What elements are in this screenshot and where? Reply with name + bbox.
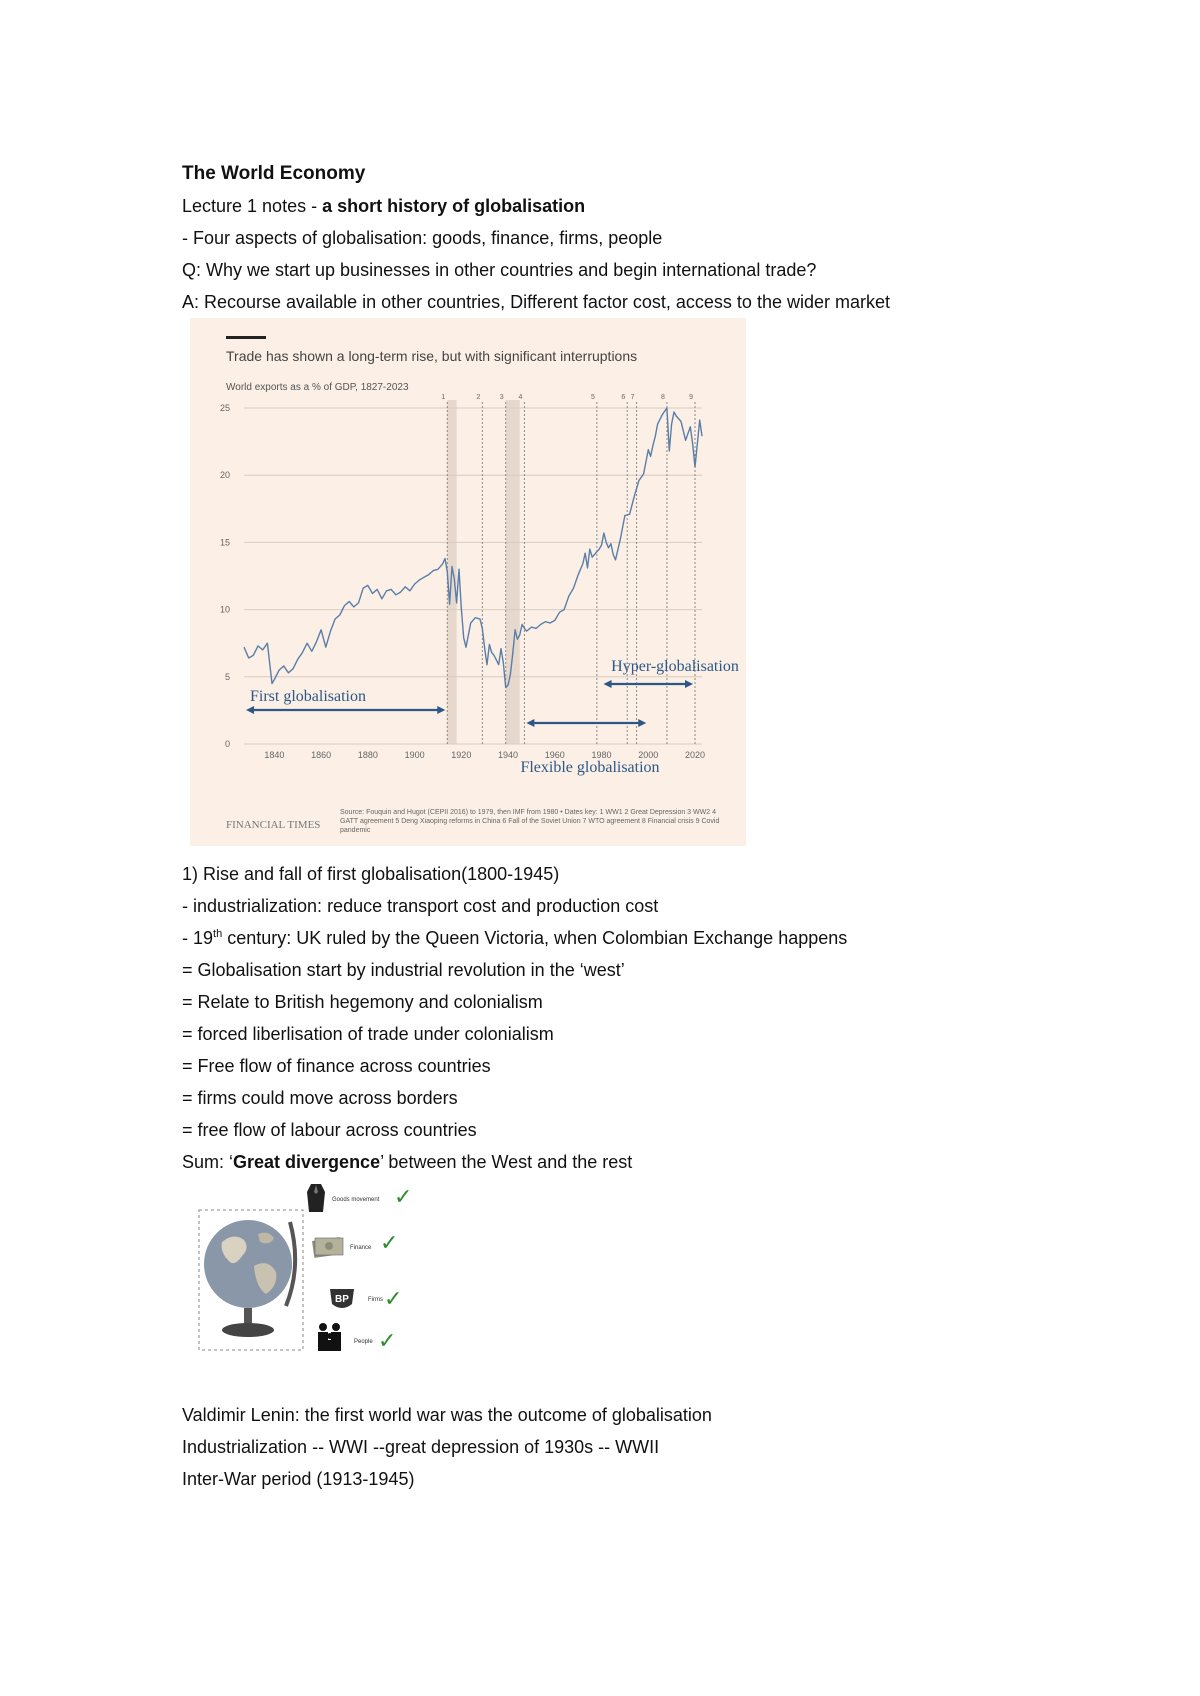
x-tick-label: 1900 [404, 750, 425, 760]
event-label-8: 8 [661, 394, 665, 401]
point-6: = free flow of labour across countries [182, 1120, 477, 1140]
lecture-topic: a short history of globalisation [322, 196, 586, 216]
century-superscript: th [213, 928, 223, 940]
family-icon [316, 1322, 344, 1352]
goods-checkmark-icon: ✓ [394, 1184, 413, 1209]
y-tick-label: 0 [224, 739, 230, 749]
x-tick-label: 1980 [591, 750, 612, 760]
event-label-4: 4 [518, 394, 523, 401]
people-checkmark-icon: ✓ [378, 1328, 397, 1353]
x-tick-label: 1920 [451, 750, 472, 760]
chart-subtitle: World exports as a % of GDP, 1827-2023 [226, 382, 409, 393]
sum-bold: Great divergence [233, 1152, 381, 1172]
svg-text:BP: BP [335, 1294, 349, 1305]
x-tick-label: 2020 [684, 750, 706, 760]
event-label-3: 3 [499, 394, 504, 401]
y-tick-label: 20 [219, 470, 230, 481]
x-tick-label: 1840 [264, 750, 285, 760]
event-label-5: 5 [590, 394, 595, 401]
trade-chart-svg [190, 318, 746, 846]
point-4: = Free flow of finance across countries [182, 1056, 491, 1076]
coat-icon [306, 1182, 326, 1214]
century-prefix: - 19 [182, 928, 214, 948]
y-tick-label: 5 [224, 671, 230, 682]
sum-prefix: Sum: ‘ [182, 1152, 234, 1172]
event-label-2: 2 [476, 394, 481, 401]
sum-line [182, 1150, 632, 1174]
globe-icon [198, 1182, 310, 1352]
interwar-line: Inter-War period (1913-1945) [182, 1469, 415, 1489]
answer-line: A: Recourse available in other countries, Different factor cost, access to the wider market [182, 292, 890, 312]
x-tick-label: 1940 [498, 750, 519, 760]
question-line: Q: Why we start up businesses in other countries and begin international trade? [182, 260, 817, 280]
x-tick-label: 2000 [638, 750, 659, 760]
x-tick-label: 1880 [357, 750, 378, 760]
event-label-1: 1 [441, 394, 446, 401]
event-label-9: 9 [689, 394, 693, 401]
firms-checkmark-icon: ✓ [384, 1286, 403, 1311]
shaded-period-2 [506, 400, 520, 744]
y-tick-label: 10 [219, 604, 230, 615]
section1-heading: 1) Rise and fall of first globalisation(1800-1945) [182, 864, 560, 884]
lecture-prefix: Lecture 1 notes - [182, 196, 323, 216]
finance-label: Finance [350, 1245, 372, 1251]
publisher-label: FINANCIAL TIMES [226, 819, 321, 831]
globalisation-aspects-figure [198, 1182, 438, 1352]
y-tick-label: 25 [219, 403, 230, 413]
event-label-6: 6 [621, 394, 626, 401]
event-label-7: 7 [630, 394, 635, 401]
x-tick-label: 1860 [311, 750, 332, 760]
y-tick-label: 15 [219, 537, 230, 548]
ft-rule [226, 336, 266, 339]
point-2: = Relate to British hegemony and colonialism [182, 992, 543, 1012]
sequence-line: Industrialization -- WWI --great depression of 1930s -- WWII [182, 1437, 660, 1457]
annotation-label-1: First globalisation [250, 688, 366, 705]
firms-label: Firms [368, 1297, 383, 1303]
page-title: The World Economy [182, 163, 366, 184]
chart-title: Trade has shown a long-term rise, but with significant interruptions [226, 348, 638, 364]
industrialization-line: - industrialization: reduce transport cost and production cost [182, 896, 659, 916]
banknotes-icon [312, 1234, 344, 1260]
point-5: = firms could move across borders [182, 1088, 458, 1108]
trade-chart [190, 318, 746, 846]
goods-label: Goods movement [332, 1197, 380, 1203]
finance-checkmark-icon: ✓ [380, 1230, 399, 1255]
lenin-line: Valdimir Lenin: the first world war was the outcome of globalisation [182, 1405, 712, 1425]
point-3: = forced liberlisation of trade under colonialism [182, 1024, 554, 1044]
bp-logo-icon [328, 1286, 356, 1312]
source-note: Source: Fouquin and Hugot (CEPII 2016) to 1979, then IMF from 1980 • Dates key: 1 WW1 2 Great Depression 3 WW2 4 GATT agreement 5 Deng Xiaoping reforms in China 6 Fall of the Soviet Union 7 WTO agreement 8 Financial crisis 9 Covid pandemic [340, 809, 720, 834]
point-1: = Globalisation start by industrial revolution in the ‘west’ [182, 960, 625, 980]
century-line [182, 926, 847, 950]
sum-rest: ’ between the West and the rest [380, 1152, 633, 1172]
aspects-line: - Four aspects of globalisation: goods, finance, firms, people [182, 228, 663, 248]
annotation-label-3: Hyper-globalisation [611, 658, 739, 675]
x-tick-label: 1960 [544, 750, 565, 760]
source-note-box [340, 808, 735, 844]
annotation-label-2: Flexible globalisation [520, 759, 660, 776]
lecture-heading [182, 194, 585, 218]
people-label: People [354, 1339, 373, 1345]
century-rest: century: UK ruled by the Queen Victoria, when Colombian Exchange happens [222, 928, 848, 948]
